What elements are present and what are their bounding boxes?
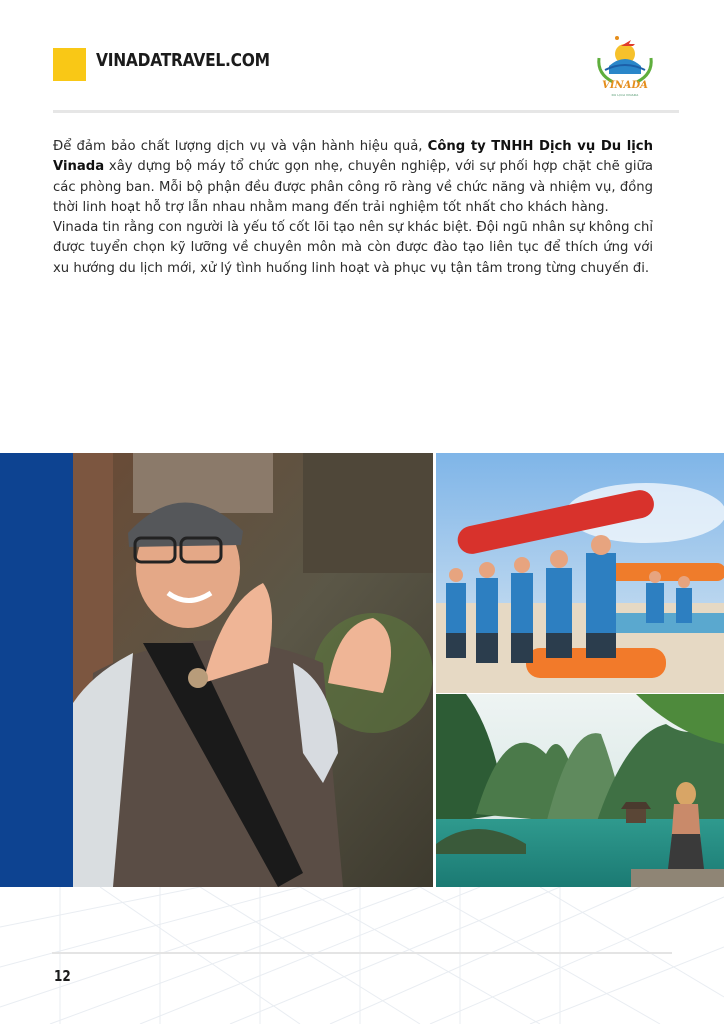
- intro-paragraph-2: Vinada tin rằng con người là yếu tố cốt lõi tạo nên sự khác biệt. Đội ngũ nhân sự không chỉ được tuyển chọn kỹ lưỡng về chuyên môn mà còn được đào tạo liên tục để thích ứng với xu hướng du lịch mới, xử lý tình huống linh hoạt và phục vụ tận tâm trong từng chuyến đi.: [53, 220, 653, 276]
- p1-end: xây dựng bộ máy tổ chức gọn nhẹ, chuyên nghiệp, với sự phối hợp chặt chẽ giữa các phòng ban. Mỗi bộ phận đều được phân công rõ ràng về chức năng và nhiệm vụ, đồng thời linh hoạt hỗ trợ lẫn nhau nhằm mang đến trải nghiệm tốt nhất cho khách hàng.: [53, 159, 653, 215]
- blue-band: [0, 453, 73, 887]
- background-lines: [0, 887, 724, 1024]
- brand-name: VINADATRAVEL.COM: [96, 50, 270, 71]
- p1-start: Để đảm bảo chất lượng dịch vụ và vận hành hiệu quả,: [53, 139, 428, 154]
- header-divider: [53, 110, 679, 113]
- brand-accent-square: [53, 48, 86, 81]
- photo-tour-guide: [73, 453, 433, 887]
- intro-text: [53, 137, 653, 279]
- photo-team-building: [436, 453, 724, 693]
- page-number: 12: [54, 967, 71, 985]
- company-name: Công ty TNHH Dịch vụ Du lịch Vinada: [53, 139, 653, 175]
- photo-landscape: [436, 694, 724, 887]
- logo-tagline: DU LỊCH VINADA: [611, 93, 639, 97]
- intro-paragraph-1: [53, 137, 653, 218]
- logo-text: VINADA: [602, 80, 648, 91]
- footer-divider: [52, 952, 672, 954]
